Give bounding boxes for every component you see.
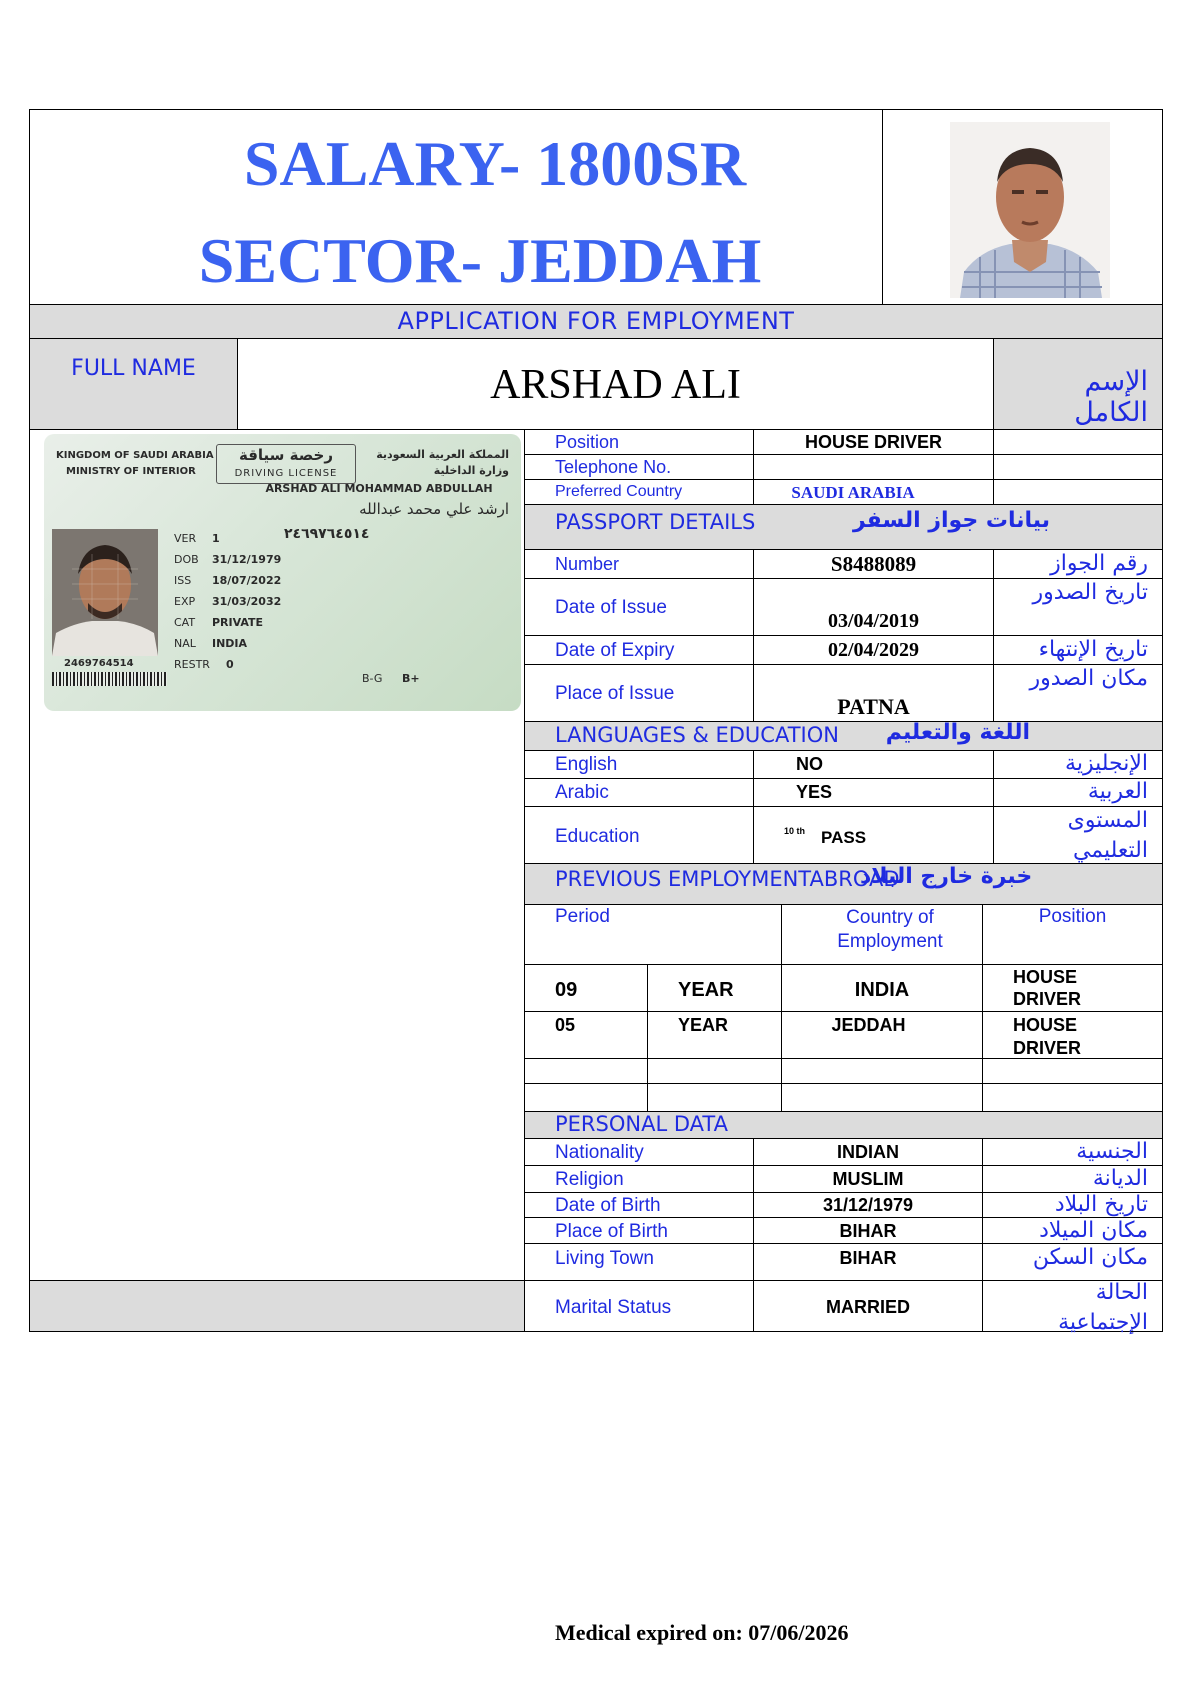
arabic-value: YES <box>796 782 833 802</box>
license-holder: ARSHAD ALI MOHAMMAD ABDULLAH <box>265 482 493 495</box>
emp-empty-cell <box>982 1058 1163 1084</box>
full-name-ar-1: الإسم <box>1084 366 1148 397</box>
english-ar: الإنجليزية <box>1065 751 1148 776</box>
nationality-label: Nationality <box>555 1142 644 1163</box>
license-fields <box>174 532 294 679</box>
english-value: NO <box>796 754 823 774</box>
passport-place-ar: مكان الصدور <box>1029 666 1148 691</box>
education-sup: 10 th <box>784 826 806 836</box>
license-id-number: 2469764514 <box>64 658 134 669</box>
education-ar: المستوى التعليمي <box>1067 808 1148 863</box>
applicant-photo <box>950 122 1110 298</box>
preferred-country-label: Preferred Country <box>555 483 683 500</box>
living-town-value: BIHAR <box>839 1248 897 1268</box>
dob-ar: تاريخ البلاد <box>1054 1192 1148 1217</box>
marital-value: MARRIED <box>826 1297 910 1317</box>
arabic-ar: العربية <box>1087 779 1148 804</box>
arabic-value-cell <box>753 778 994 807</box>
emp-row-1-position: HOUSE DRIVER <box>1013 967 1082 1009</box>
passport-expiry-label: Date of Expiry <box>555 640 675 661</box>
emp-empty-cell <box>524 1083 648 1112</box>
license-field: NAL INDIA <box>174 637 248 650</box>
license-field: DOB 31/12/1979 <box>174 553 282 566</box>
employment-title-ar: خبرة خارج البلاد <box>860 864 1033 889</box>
license-title-ar: رخصة سياقة <box>239 446 333 464</box>
emp-empty-cell <box>781 1058 983 1084</box>
living-town-label: Living Town <box>555 1248 654 1269</box>
full-name-label-cell <box>29 338 238 430</box>
passport-issue-value: 03/04/2019 <box>827 610 920 632</box>
left-bottom-grey-cell <box>29 1280 525 1332</box>
license-blood-label: B-G <box>362 672 383 685</box>
telephone-label: Telephone No. <box>555 457 672 477</box>
emp-row-1-num-cell <box>524 964 648 1012</box>
preferred-country-value: SAUDI ARABIA <box>791 483 915 502</box>
license-photo <box>52 529 158 656</box>
passport-number-label: Number <box>555 554 620 574</box>
info-telephone-ar-cell <box>993 454 1163 480</box>
languages-title-ar: اللغة والتعليم <box>885 720 1030 745</box>
license-number-ar: ٢٤٦٩٧٦٤٥١٤ <box>284 526 370 542</box>
personal-title: PERSONAL DATA <box>555 1112 728 1136</box>
license-field: VER 1 <box>174 532 220 545</box>
nationality-value: INDIAN <box>837 1142 899 1162</box>
english-value-cell <box>753 750 994 779</box>
license-field: RESTR 0 <box>174 658 234 671</box>
position-label: Position <box>555 432 620 452</box>
passport-number-value: S8488089 <box>830 552 917 576</box>
emp-row-2-unit: YEAR <box>678 1015 729 1035</box>
application-title: APPLICATION FOR EMPLOYMENT <box>397 307 795 335</box>
emp-row-2-num: 05 <box>555 1015 576 1035</box>
marital-ar: الحالة الإجتماعية <box>1058 1280 1148 1335</box>
passport-title-ar: بيانات جواز السفر <box>852 508 1050 533</box>
passport-issue-label: Date of Issue <box>555 597 667 618</box>
dob-label: Date of Birth <box>555 1195 661 1216</box>
license-field: CAT PRIVATE <box>174 616 264 629</box>
license-field: EXP 31/03/2032 <box>174 595 282 608</box>
employment-title: PREVIOUS EMPLOYMENTABROAD <box>555 867 900 891</box>
pob-value: BIHAR <box>839 1221 897 1241</box>
education-value: PASS <box>821 828 867 847</box>
license-barcode <box>52 672 167 686</box>
license-ministry: MINISTRY OF INTERIOR <box>66 466 196 477</box>
pob-label: Place of Birth <box>555 1221 668 1242</box>
period-header: Period <box>555 906 610 927</box>
info-telephone-value-cell <box>753 454 994 480</box>
religion-value: MUSLIM <box>832 1169 904 1189</box>
religion-label: Religion <box>555 1169 624 1190</box>
position-header: Position <box>1038 906 1107 927</box>
emp-empty-cell <box>647 1058 782 1084</box>
license-country: KINGDOM OF SAUDI ARABIA <box>56 450 214 461</box>
living-town-ar: مكان السكن <box>1032 1245 1148 1270</box>
english-label: English <box>555 754 618 775</box>
passport-place-label: Place of Issue <box>555 683 675 704</box>
full-name-label: FULL NAME <box>71 356 196 381</box>
emp-empty-cell <box>647 1083 782 1112</box>
license-title: DRIVING LICENSE <box>234 468 338 479</box>
emp-empty-cell <box>781 1083 983 1112</box>
emp-empty-cell <box>982 1083 1163 1112</box>
pob-ar: مكان الميلاد <box>1039 1218 1148 1243</box>
emp-row-2-country: JEDDAH <box>831 1015 906 1035</box>
arabic-label: Arabic <box>555 782 609 803</box>
full-name-ar-2: الكامل <box>1074 397 1148 428</box>
emp-row-2-num-cell <box>524 1011 648 1059</box>
passport-title: PASSPORT DETAILS <box>555 510 756 534</box>
emp-row-2-position: HOUSE DRIVER <box>1013 1015 1082 1058</box>
religion-ar: الديانة <box>1092 1166 1148 1191</box>
marital-label: Marital Status <box>555 1297 672 1318</box>
dob-value: 31/12/1979 <box>822 1195 914 1215</box>
education-label: Education <box>555 826 640 847</box>
nationality-ar: الجنسية <box>1076 1139 1148 1164</box>
emp-row-1-country: INDIA <box>854 979 910 1001</box>
passport-expiry-ar: تاريخ الإنتهاء <box>1038 637 1148 662</box>
medical-expiry-note: Medical expired on: 07/06/2026 <box>555 1620 849 1645</box>
emp-row-1-num: 09 <box>555 979 578 1001</box>
license-ministry-ar: وزارة الداخلية <box>433 464 509 477</box>
emp-row-1-unit: YEAR <box>678 979 734 1001</box>
license-field: ISS 18/07/2022 <box>174 574 282 587</box>
license-holder-ar: ارشد علي محمد عبدالله <box>359 500 509 518</box>
passport-number-ar: رقم الجواز <box>1050 551 1148 576</box>
salary-heading: SALARY- 1800SR <box>243 128 747 199</box>
country-header: Country of Employment <box>837 907 943 952</box>
passport-place-value: PATNA <box>837 694 910 719</box>
passport-issue-ar: تاريخ الصدور <box>1032 580 1148 605</box>
info-country-ar-cell <box>993 479 1163 505</box>
driving-license-card <box>44 434 521 711</box>
license-blood: B+ <box>402 672 420 685</box>
passport-expiry-value: 02/04/2029 <box>827 639 920 661</box>
info-position-ar-cell <box>993 429 1163 455</box>
position-value: HOUSE DRIVER <box>804 432 943 452</box>
languages-title: LANGUAGES & EDUCATION <box>555 723 839 747</box>
sector-heading: SECTOR- JEDDAH <box>198 225 762 296</box>
license-country-ar: المملكة العربية السعودية <box>376 448 509 461</box>
full-name-value: ARSHAD ALI <box>490 362 741 408</box>
emp-empty-cell <box>524 1058 648 1084</box>
